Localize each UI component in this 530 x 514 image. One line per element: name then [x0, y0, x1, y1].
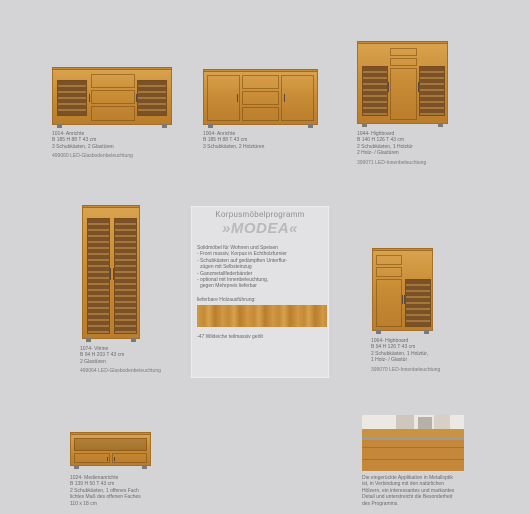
product-caption-medienanrichte-1024: [70, 475, 190, 507]
feature-line: - Ganzmetallfederbänder: [197, 270, 253, 277]
caption-line: 1004- Anrichte: [203, 131, 236, 137]
caption-line: lichtes Maß des offenen Faches: [70, 494, 141, 501]
caption-line: Detail und unterstreicht die Besonderheit: [362, 494, 453, 501]
program-intro-box: [191, 206, 329, 378]
caption-line: 2 Schubkästen, 1 offenes Fach: [70, 487, 139, 494]
caption-extra: 499060 LED-Glasbodenbeleuchtung: [52, 153, 133, 160]
caption-line: 3 Schubkästen, 2 Holztüren: [203, 143, 265, 150]
feature-line: - Front massiv, Korpus in Echtholzfurnier: [197, 251, 287, 258]
caption-line: B 94 H 203 T 43 cm: [80, 352, 125, 359]
wood-finish-name: -47 Wildeiche teilmassiv geölt: [197, 333, 263, 340]
detail-photo-illustration: [362, 415, 464, 471]
product-caption-highboard-1064: [371, 338, 491, 373]
caption-line: 1064- Highboard: [371, 338, 409, 344]
product-image-highboard-1044: [357, 43, 448, 124]
caption-line: 1074- Vitrine: [80, 346, 109, 352]
caption-line: 1014- Anrichte: [52, 131, 85, 137]
product-caption-anrichte-1004: [203, 131, 323, 150]
wood-swatch: [197, 305, 327, 327]
caption-line: B 140 H 126 T 43 cm: [357, 137, 405, 144]
feature-line: - optional mit Innenbeleuchtung,: [197, 277, 269, 284]
program-brand: »MODEA«: [221, 220, 299, 237]
program-feature-list: [197, 245, 328, 290]
product-caption-anrichte-1014: [52, 131, 172, 160]
detail-photo: [362, 415, 464, 471]
caption-line: B 139 H 50 T 43 cm: [70, 481, 115, 488]
caption-line: B 94 H 126 T 43 cm: [371, 344, 416, 351]
caption-line: B 185 H 88 T 43 cm: [203, 137, 248, 144]
feature-line: gegen Mehrpreis lieferbar: [200, 283, 257, 290]
caption-line: 2 Holz- / Glastüren: [357, 150, 399, 157]
program-kicker: Korpusmöbelprogramm: [215, 210, 305, 219]
caption-line: 2 Schubkästen, 1 Holztür,: [371, 350, 428, 357]
feature-line: zügen mit Selbsteinzug: [200, 264, 252, 271]
caption-line: Hölzern, ein interessantes und markantes: [362, 487, 455, 494]
caption-extra: 499064 LED-Glasbodenbeleuchtung: [80, 368, 161, 375]
caption-line: 2 Schubkästen, 1 Holztür: [357, 143, 413, 150]
caption-line: B 185 H 88 T 43 cm: [52, 137, 97, 144]
product-image-anrichte-1004: [203, 71, 318, 125]
product-image-medienanrichte-1024: [70, 434, 151, 466]
caption-line: Die eingerückte Applikation in Metalloptik: [362, 475, 453, 481]
product-image-vitrine-1074: [82, 207, 140, 339]
wood-finish-label: lieferbare Holzausführung:: [197, 296, 256, 303]
caption-line: 3 Schubkästen, 2 Glastüren: [52, 143, 114, 150]
caption-line: 2 Glastüren: [80, 358, 106, 365]
caption-line: 1 Holz- / Glastür: [371, 357, 408, 364]
feature-line: - Schubkästen auf gedämpften Unterflur-: [197, 257, 288, 264]
caption-line: 1044- Highboard: [357, 131, 395, 137]
caption-line: des Programms.: [362, 500, 399, 507]
caption-extra: 399070 LED-Innenbeleuchtung: [371, 366, 441, 373]
product-caption-vitrine-1074: [80, 346, 200, 375]
caption-line: 110 x 18 cm: [70, 500, 97, 507]
caption-line: ist, in Verbindung mit den natürlichen: [362, 481, 444, 488]
feature-line: Solidmöbel für Wohnen und Speisen: [197, 245, 279, 251]
product-caption-highboard-1044: [357, 131, 477, 166]
product-image-anrichte-1014: [52, 69, 172, 125]
caption-extra: 399071 LED-Innenbeleuchtung: [357, 159, 427, 166]
detail-caption: [362, 475, 492, 507]
product-image-highboard-1064: [372, 250, 433, 331]
caption-line: 1024- Medienanrichte: [70, 475, 119, 481]
